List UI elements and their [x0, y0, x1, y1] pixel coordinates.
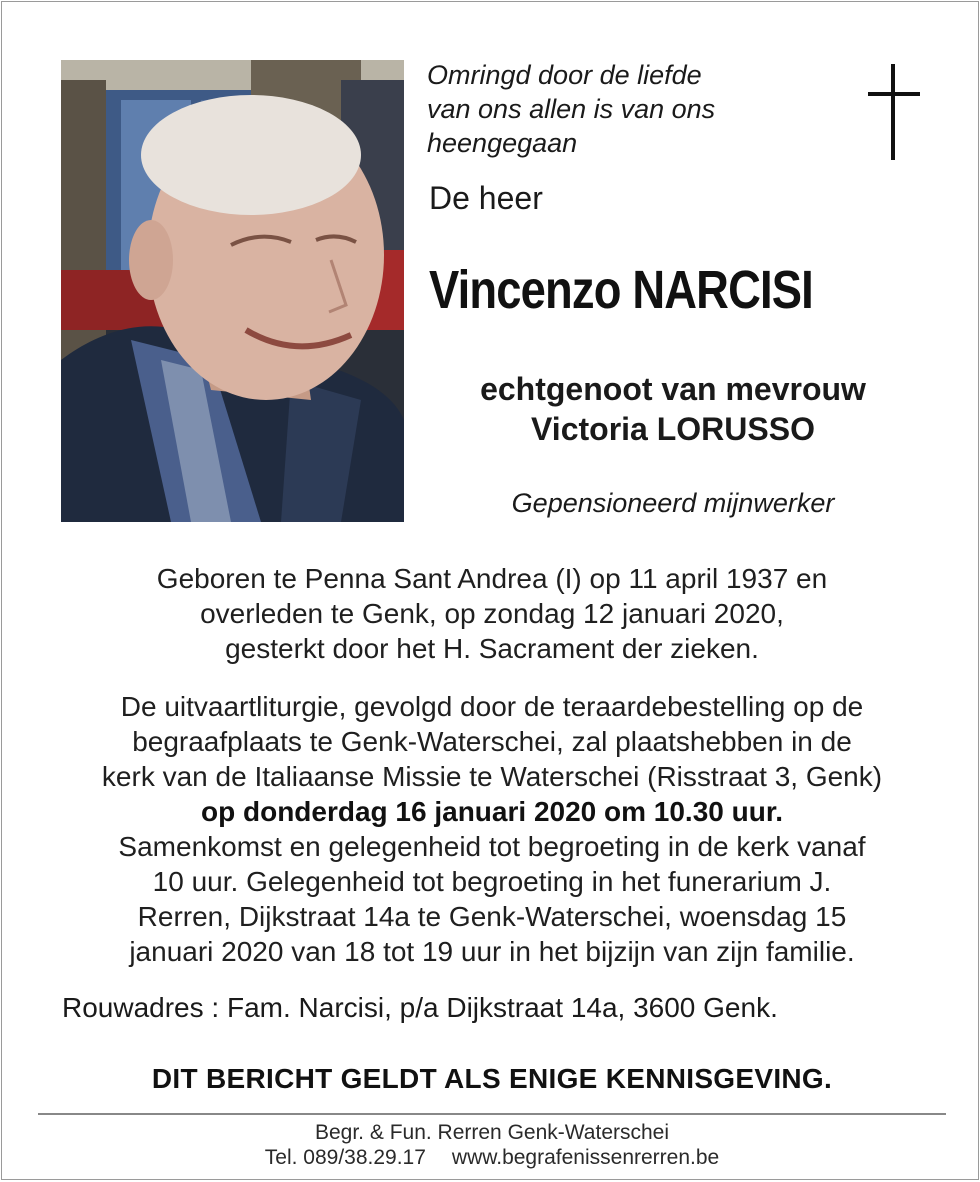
funeral-line: De uitvaartliturgie, gevolgd door de teraardebestelling op de [120, 691, 864, 722]
portrait-photo [61, 60, 404, 522]
obituary-card [1, 1, 979, 1180]
intro-text [427, 58, 807, 160]
intro-line: heengegaan [427, 128, 578, 158]
funeral-line: kerk van de Italiaanse Missie te Waterschei (Risstraat 3, Genk) [101, 761, 883, 792]
birth-line: overleden te Genk, op zondag 12 januari 2020, [200, 598, 784, 629]
deceased-name: Vincenzo NARCISI [429, 260, 813, 320]
divider [38, 1113, 946, 1115]
funeral-info [42, 689, 942, 969]
portrait-illustration [61, 60, 404, 522]
intro-line: van ons allen is van ons [427, 94, 716, 124]
funeral-home-name: Begr. & Fun. Rerren Genk-Waterschei [314, 1121, 670, 1144]
funeral-line: Rerren, Dijkstraat 14a te Genk-Waterschei, woensdag 15 [137, 901, 847, 932]
spouse-line: echtgenoot van mevrouw [480, 371, 866, 407]
funeral-line: 10 uur. Gelegenheid tot begroeting in het funerarium J. [152, 866, 832, 897]
website-link[interactable]: www.begrafenissenrerren.be [451, 1146, 720, 1169]
phone-number: Tel. 089/38.29.17 [264, 1146, 426, 1169]
funeral-line: januari 2020 van 18 tot 19 uur in het bijzijn van zijn familie. [129, 936, 855, 967]
occupation: Gepensioneerd mijnwerker [511, 488, 835, 518]
birth-line: gesterkt door het H. Sacrament der zieken. [225, 633, 759, 664]
spouse-name: Victoria LORUSSO [531, 411, 815, 447]
footer-contact [42, 1145, 942, 1170]
mourning-address: Rouwadres : Fam. Narcisi, p/a Dijkstraat 14a, 3600 Genk. [62, 992, 778, 1023]
salutation: De heer [429, 180, 543, 216]
cross-icon [864, 62, 924, 162]
birth-death-info [42, 561, 942, 666]
intro-line: Omringd door de liefde [427, 60, 702, 90]
notice-statement: DIT BERICHT GELDT ALS ENIGE KENNISGEVING. [151, 1063, 833, 1094]
spouse-info [422, 369, 924, 449]
funeral-line: begraafplaats te Genk-Waterschei, zal plaatshebben in de [132, 726, 852, 757]
funeral-line: Samenkomst en gelegenheid tot begroeting in de kerk vanaf [118, 831, 866, 862]
funeral-home-footer [42, 1120, 942, 1170]
birth-line: Geboren te Penna Sant Andrea (I) op 11 april 1937 en [156, 563, 828, 594]
funeral-date: op donderdag 16 januari 2020 om 10.30 uur. [201, 796, 783, 827]
